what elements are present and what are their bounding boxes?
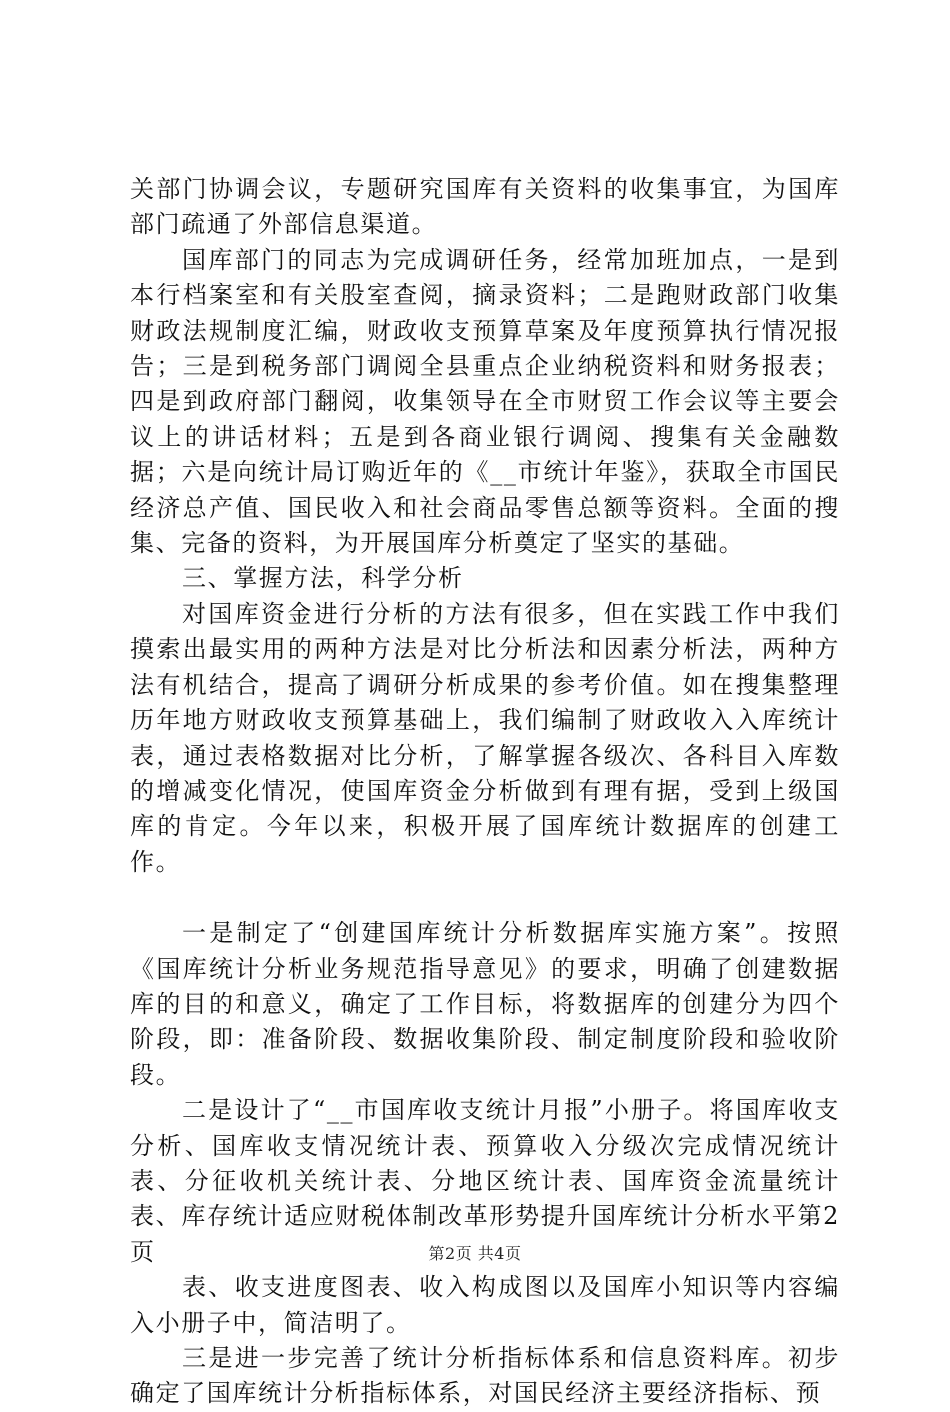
document-body — [130, 172, 840, 1412]
paragraph-spacer — [130, 880, 840, 916]
page-footer: 第2页 共4页 — [428, 1244, 522, 1263]
paragraph-data-collection: 国库部门的同志为完成调研任务，经常加班加点，一是到本行档案室和有关股室查阅，摘录资料；二是跑财政部门收集财政法规制度汇编，财政收支预算草案及年度预算执行情况报告；三是到税务部门调阅全县重点企业纳税资料和财务报表；四是到政府部门翻阅，收集领导在全市财贸工作会议等主要会议上的讲话材料；五是到各商业银行调阅、搜集有关金融数据；六是向统计局订购近年的《__市统计年鉴》，获取全市国民经济总产值、国民收入和社会商品零售总额等资料。全面的搜集、完备的资料，为开展国库分析奠定了坚实的基础。 — [130, 245, 840, 558]
paragraph-item-two-continued: 表、收支进度图表、收入构成图以及国库小知识等内容编入小册子中，简洁明了。 — [130, 1273, 840, 1337]
paragraph-continuation: 关部门协调会议，专题研究国库有关资料的收集事宜，为国库部门疏通了外部信息渠道。 — [130, 175, 840, 239]
paragraph-item-three: 三是进一步完善了统计分析指标体系和信息资料库。初步确定了国库统计分析指标体系，对国民经济主要经济指标、预 — [130, 1344, 840, 1408]
paragraph-analysis-methods: 对国库资金进行分析的方法有很多，但在实践工作中我们摸索出最实用的两种方法是对比分析法和因素分析法，两种方法有机结合，提高了调研分析成果的参考价值。如在搜集整理历年地方财政收支预算基础上，我们编制了财政收入入库统计表，通过表格数据对比分析，了解掌握各级次、各科目入库数的增减变化情况，使国库资金分析做到有理有据，受到上级国库的肯定。今年以来，积极开展了国库统计数据库的创建工作。 — [130, 599, 840, 876]
section-heading: 三、掌握方法，科学分析 — [182, 564, 464, 593]
paragraph-item-one: 一是制定了“创建国库统计分析数据库实施方案”。按照《国库统计分析业务规范指导意见》的要求，明确了创建数据库的目的和意义，确定了工作目标，将数据库的创建分为四个阶段，即：准备阶段、数据收集阶段、制定制度阶段和验收阶段。 — [130, 919, 840, 1089]
paragraph-item-two: 二是设计了“__市国库收支统计月报”小册子。将国库收支分析、国库收支情况统计表、预算收入分级次完成情况统计表、分征收机关统计表、分地区统计表、国库资金流量统计表、库存统计适应财税体制改革形势提升国库统计分析水平第2页 — [130, 1096, 840, 1266]
